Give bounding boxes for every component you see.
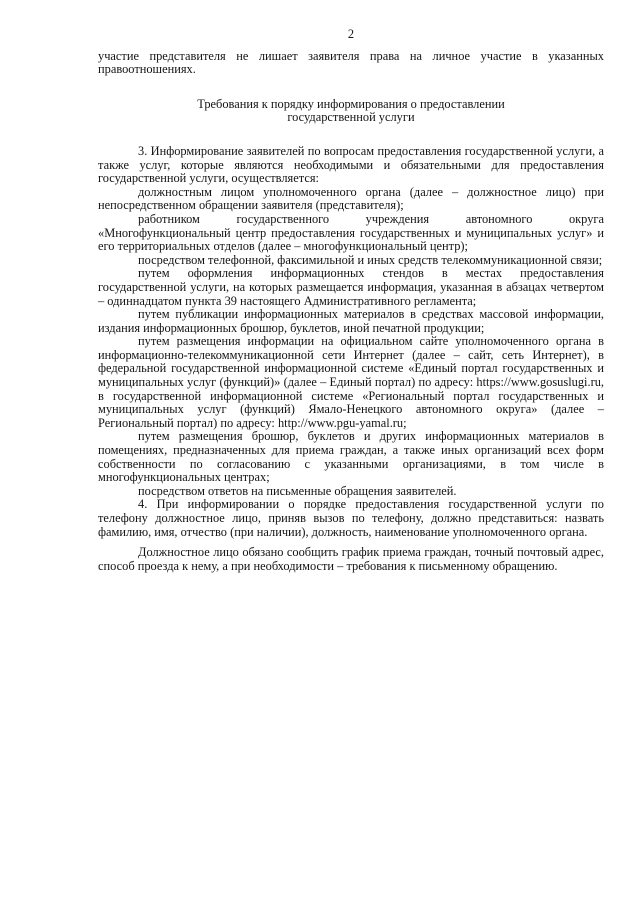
page-number: 2 <box>347 27 355 41</box>
paragraph-brochures: путем размещения брошюр, буклетов и других информационных материалов в помещениях, предназначенных для приема граждан, а также иных организаций всех форм собственности по согласованию с указанными организациями, в том числе в многофункциональных центрах; <box>98 429 604 485</box>
section-heading-line-2: государственной услуги <box>287 110 415 125</box>
paragraph-mass-media: путем публикации информационных материалов в средствах массовой информации, издания информационных брошюр, буклетов, иной печатной продукции; <box>98 307 604 335</box>
paragraph-website: путем размещения информации на официальном сайте уполномоченного органа в информационно-телекоммуникационной сети Интернет (далее – сайт, сеть Интернет), в федеральной государственной информационной системе «Единый портал государственных и муниципальных услуг (функций)» (далее – Единый портал) по адресу: https://www.gosuslugi.ru, в государственной информационной системе «Региональный портал государственных и муниципальных услуг (функций) Ямало-Ненецкого автономного округа» (далее – Региональный портал) по адресу: http://www.pgu-yamal.ru; <box>98 334 604 430</box>
paragraph-written-answers: посредством ответов на письменные обращения заявителей. <box>138 483 457 498</box>
paragraph-telecom: посредством телефонной, факсимильной и иных средств телекоммуникационной связи; <box>138 252 603 267</box>
section-heading-line-1: Требования к порядку информирования о предоставлении <box>197 96 505 111</box>
paragraph-official: должностным лицом уполномоченного органа (далее – должностное лицо) при непосредственном обращении заявителя (представителя); <box>98 184 604 213</box>
paragraph-item-4: 4. При информировании о порядке предоставления государственной услуги по телефону должностное лицо, приняв вызов по телефону, должно представиться: назвать фамилию, имя, отчество (при наличии), должность, наименование уполномоченного органа. <box>98 497 604 539</box>
paragraph-item-3: 3. Информирование заявителей по вопросам предоставления государственной услуги, а также услуг, которые являются необходимыми и обязательными для предоставления государственной услуги, осуществляется: <box>98 143 604 186</box>
paragraph-schedule: Должностное лицо обязано сообщить график приема граждан, точный почтовый адрес, способ проезда к нему, а при необходимости – требования к письменному обращению. <box>98 545 604 573</box>
paragraph-mfc-worker: работником государственного учреждения автономного округа «Многофункциональный центр предоставления государственных и муниципальных услуг» и его территориальных отделов (далее – многофункциональный центр); <box>98 211 604 254</box>
section-heading <box>98 98 604 125</box>
paragraph-stands: путем оформления информационных стендов в местах предоставления государственной услуги, на которых размещается информация, указанная в абзацах четвертом – одиннадцатом пункта 39 настоящего Административного регламента; <box>98 266 604 308</box>
intro-continuation-paragraph: участие представителя не лишает заявителя права на личное участие в указанных правоотношениях. <box>98 48 604 77</box>
document-page <box>98 28 604 573</box>
